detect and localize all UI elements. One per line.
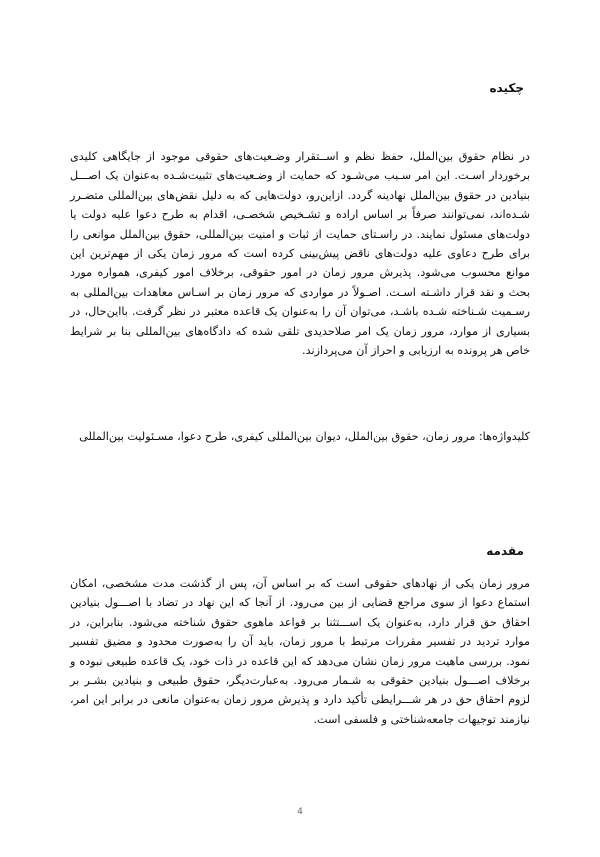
abstract-paragraph: در نظام حقوق بین‌الملل، حفظ نظم و اســتقرار وضـعیت‌های حقوقی موجود از جایگاهی کلیدی برخوردار اسـت. این امر سـبب می‌شـود که حمایت از وضـعیت‌های تثبیت‌شـده به‌عنوان یک اصـــل بنیادین در حقوق بین‌الملل نهادینه گردد. ازاین‌رو، دولت‌هایی که به دلیل نقض‌های بین‌المللی متضـرر شـده‌اند، نمی‌توانند صرفاً بر اساس اراده و تشـخیص شخصـی، اقدام به طرح دعوا علیه دولت یا دولت‌های مسئول نمایند. در راسـتای حمایت از ثبات و امنیت بین‌المللی، حقوق بین‌الملل موانعی را برای طرح دعاوی علیه دولت‌های ناقض پیش‌بینی کرده است که مرور زمان یکی از مهم‌ترین این موانع محسوب می‌شود. پذیرش مرور زمان در امور حقوقی، برخلاف امور کیفری، همواره مورد بحث و نقد قرار داشـته اسـت. اصـولاً در مواردی که مرور زمان بر اسـاس معاهدات بین‌المللی به رسـمیت شـناخته شـده باشـد، می‌توان آن را به‌عنوان یک قاعده معتبر در نظر گرفت. بااین‌حال، در بسیاری از موارد، مرور زمان یک امر صلاحدیدی تلقی شده که دادگاه‌های بین‌المللی بنا بر شرایط خاص هر پرونده به ارزیابی و احراز آن می‌پردازند. <box>70 150 530 358</box>
introduction-heading: مقدمه <box>486 544 524 558</box>
keywords-paragraph: کلیدواژه‌ها: مرور زمان، حقوق بین‌الملل، دیوان بین‌المللی کیفری، طرح دعوا، مسـئولیت بین‌المللی <box>79 430 530 443</box>
introduction-paragraph: مرور زمان یکی از نهادهای حقوقی است که بر اساس آن، پس از گذشت مدت مشخصی، امکان استماع دعوا از سوی مراجع قضایی از بین می‌رود. از آنجا که این نهاد در تضاد با اصـــول بنیادین احقاق حق قرار دارد، به‌عنوان یک اســـتثنا بر قواعد ماهوی حقوق شناخته می‌شود. بنابراین، در موارد تردید در تفسیر مقررات مرتبط با مرور زمان، باید آن را به‌صورت محدود و مضیق تفسیر نمود. بررسی ماهیت مرور زمان نشان می‌دهد که این قاعده در ذات خود، یک قاعده طبیعی نبوده و برخلاف اصـــول بنیادین حقوقی به شـمار می‌رود. به‌عبارت‌دیگر، حقوق طبیعی و بنیادین بشـر بر لزوم احقاق حق در هر شـــرایطی تأکید دارد و پذیرش مرور زمان به‌عنوان مانعی در برابر این امر، نیازمند توجیهات جامعه‌شناختی و فلسفی است. <box>70 577 530 726</box>
abstract-heading: چکیده <box>489 81 524 95</box>
page-number: 4 <box>297 807 303 817</box>
